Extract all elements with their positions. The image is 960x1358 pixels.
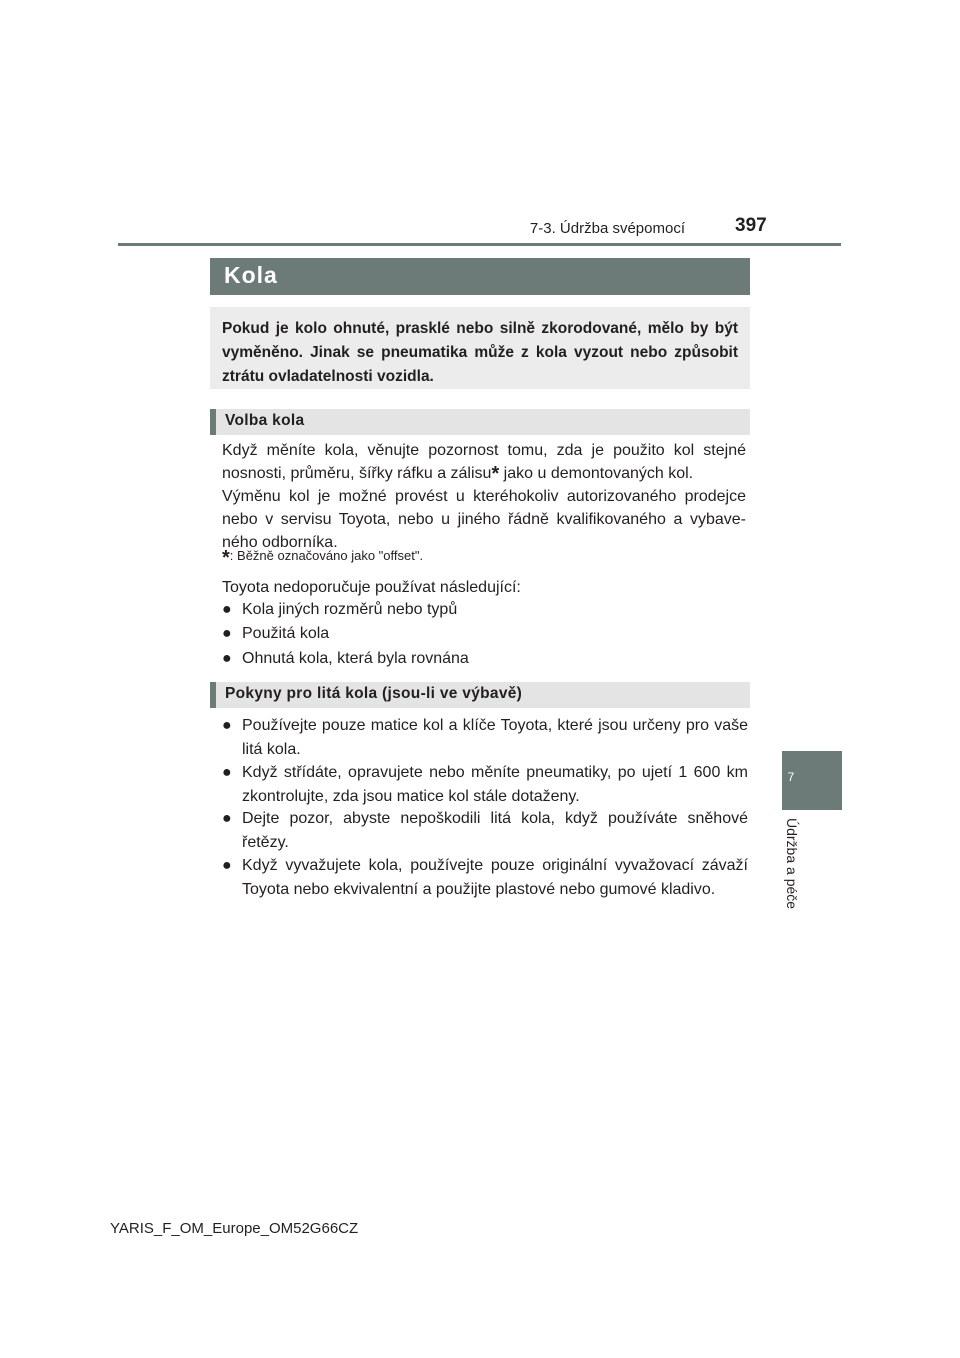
bullet-icon: ● — [222, 717, 232, 734]
intro-box — [210, 307, 750, 389]
page-title: Kola — [224, 262, 278, 288]
page-number: 397 — [735, 215, 767, 236]
list-item-text: Když vyvažujete kola, používejte pouze originální vyvažovací závaží Toyota nebo ekvivalentní a použijte plastové nebo gumové kladivo. — [242, 857, 748, 898]
document-code: YARIS_F_OM_Europe_OM52G66CZ — [110, 1220, 359, 1237]
chapter-number: 7 — [787, 770, 795, 784]
intro-text: Pokud je kolo ohnuté, prasklé nebo silně zkorodované, mělo by být vyměněno. Jinak se pneumatika může z kola vyzout nebo způsobit ztrátu ovladatelnosti vozidla. — [222, 320, 738, 385]
page-title-bar — [210, 258, 750, 295]
paragraph-text-end: jako u demontovaných kol. — [499, 465, 694, 482]
section-title: 7-3. Údržba svépomocí — [529, 220, 685, 237]
list-item-text: Když střídáte, opravujete nebo měníte pneumatiky, po ujetí 1 600 km zkontrolujte, zda jsou matice kol stále dotaženy. — [242, 764, 748, 805]
bullet-icon: ● — [222, 601, 232, 618]
footnote-text: : Běžně označováno jako "offset". — [229, 548, 424, 563]
list-item-text: Používejte pouze matice kol a klíče Toyota, které jsou určeny pro vaše litá kola. — [242, 717, 748, 758]
list-item-text: Ohnutá kola, která byla rovnána — [242, 650, 469, 667]
bullet-icon: ● — [222, 625, 232, 642]
not-recommended-lead: Toyota nedoporučuje používat následující: — [222, 579, 521, 596]
chapter-label-container — [780, 818, 810, 938]
footnote-star: * — [222, 547, 230, 569]
heading-accent — [210, 682, 216, 708]
section-heading-text: Volba kola — [225, 412, 305, 429]
section-heading-alloy-wheels — [210, 682, 750, 708]
section-heading-wheel-selection — [210, 409, 750, 435]
bullet-icon: ● — [222, 857, 232, 874]
paragraph-text: Když měníte kola, věnujte pozornost tomu, zda je použito kol stejné nosnosti, průměru, šířky ráfku a zálisu — [222, 442, 746, 482]
paragraph-wheel-selection — [222, 439, 746, 485]
bullet-icon: ● — [222, 764, 232, 781]
bullet-icon: ● — [222, 810, 232, 827]
footnote — [222, 547, 746, 567]
heading-accent — [210, 409, 216, 435]
chapter-label: Údržba a péče — [784, 818, 800, 910]
paragraph-replacement: Výměnu kol je možné provést u kteréhokoliv autorizovaného prodejce nebo v servisu Toyota, nebo u jiného řádně kvalifikovaného a vybave-ného odborníka. — [222, 488, 746, 551]
list-item-text: Použitá kola — [242, 625, 330, 642]
bullet-icon: ● — [222, 650, 232, 667]
header-divider — [118, 243, 841, 246]
list-item-text: Kola jiných rozměrů nebo typů — [242, 601, 458, 618]
list-item-text: Dejte pozor, abyste nepoškodili litá kola, když používáte sněhové řetězy. — [242, 810, 748, 851]
footnote-marker: * — [491, 463, 500, 485]
section-heading-text: Pokyny pro litá kola (jsou-li ve výbavě) — [225, 685, 523, 702]
